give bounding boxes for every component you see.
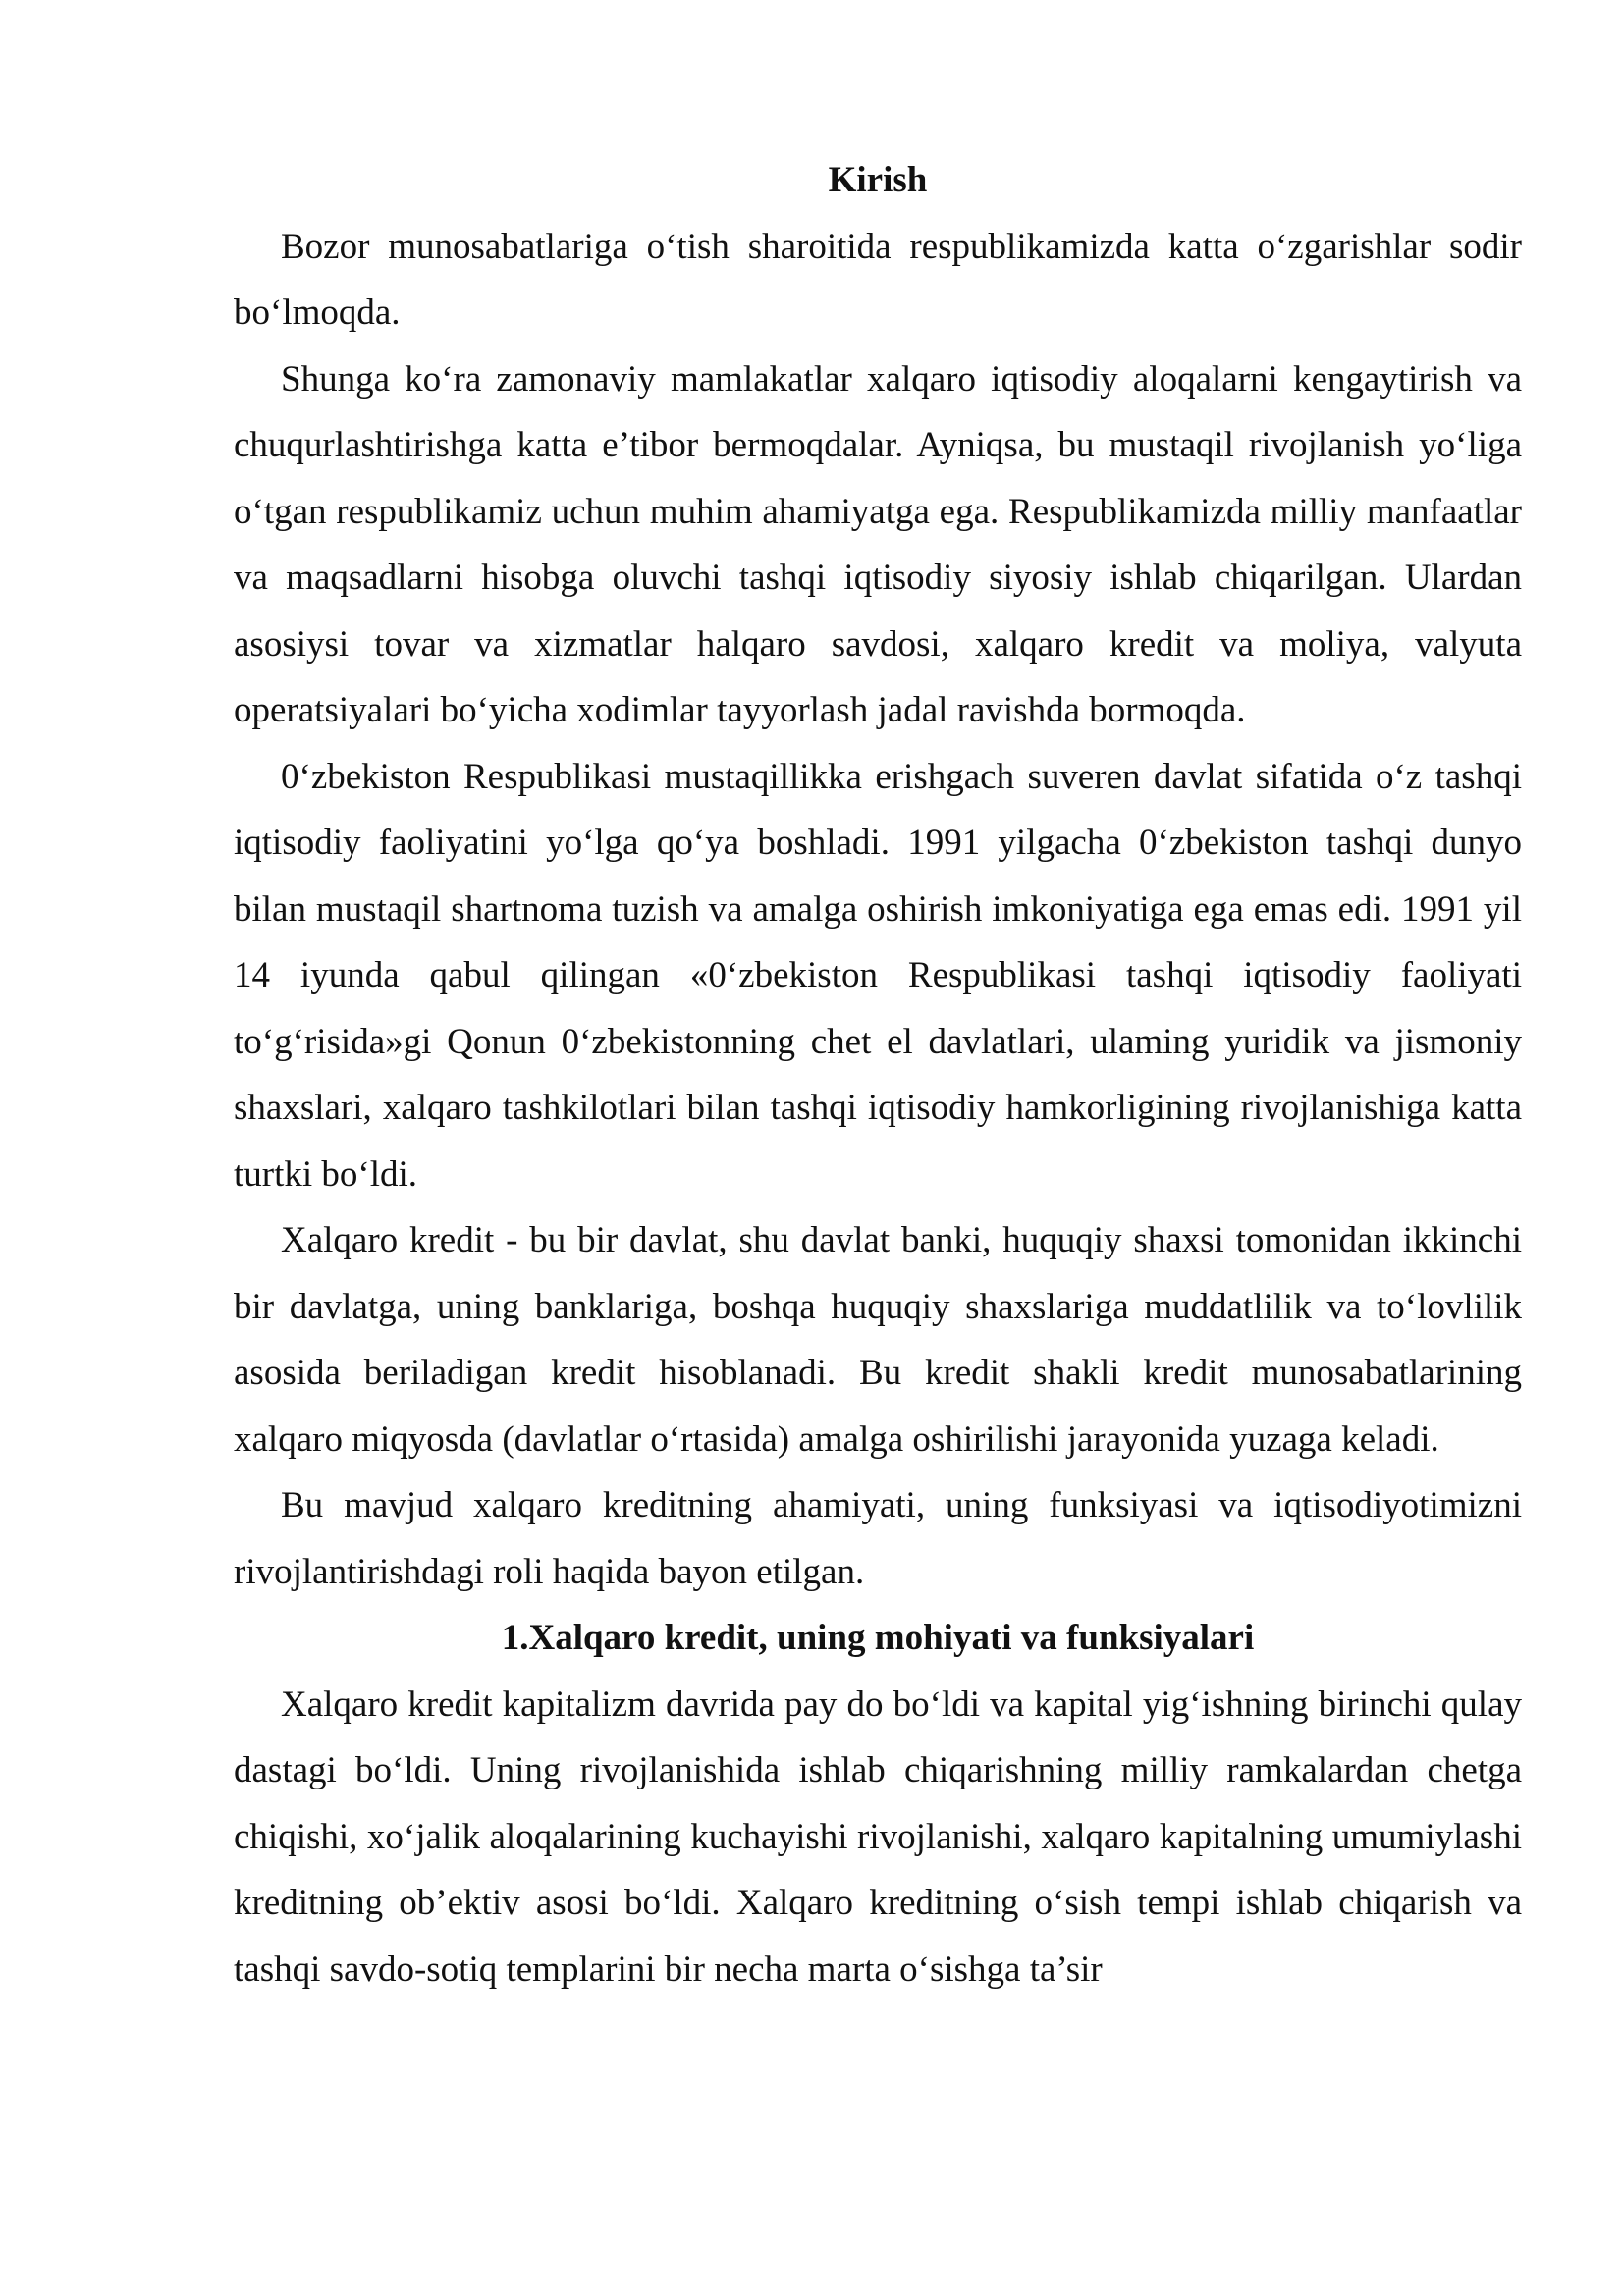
section-heading: 1.Xalqaro kredit, uning mohiyati va funksiyalari	[501, 1618, 1255, 1658]
intro-paragraph-1: Bozor munosabatlariga o‘tish sharoitida respublikamizda katta o‘zgarishlar sodir bo‘lmoqda.	[234, 226, 1522, 333]
intro-paragraph-3: 0‘zbekiston Respublikasi mustaqillikka erishgach suveren davlat sifatida o‘z tashqi iqtisodiy faoliyatini yo‘lga qo‘ya boshladi. 1991 yilgacha 0‘zbekiston tashqi dunyo bilan mustaqil shartnoma tuzish va amalga oshirish imkoniyatiga ega emas edi. 1991 yil 14 iyunda qabul qilingan «0‘zbekiston Respublikasi tashqi iqtisodiy faoliyati to‘g‘risida»gi Qonun 0‘zbekistonning chet el davlatlari, ulaming yuridik va jismoniy shaxslari, xalqaro tashkilotlari bilan tashqi iqtisodiy hamkorligining rivojlanishiga katta turtki bo‘ldi.	[234, 756, 1522, 1195]
document-page	[234, 147, 1522, 2002]
intro-paragraph-2: Shunga ko‘ra zamonaviy mamlakatlar xalqaro iqtisodiy aloqalarni kengaytirish va chuqurlashtirishga katta e’tibor bermoqdalar. Ayniqsa, bu mustaqil rivojlanish yo‘liga o‘tgan respublikamiz uchun muhim ahamiyatga ega. Respublikamizda milliy manfaatlar va maqsadlarni hisobga oluvchi tashqi iqtisodiy siyosiy ishlab chiqarilgan. Ulardan asosiysi tovar va xizmatlar halqaro savdosi, xalqaro kredit va moliya, valyuta operatsiyalari bo‘yicha xodimlar tayyorlash jadal ravishda bormoqda.	[234, 358, 1522, 730]
intro-paragraph-4: Xalqaro kredit - bu bir davlat, shu davlat banki, huquqiy shaxsi tomonidan ikkinchi bir davlatga, uning banklariga, boshqa huquqiy shaxslariga muddatlilik va to‘lovlilik asosida beriladigan kredit hisoblanadi. Bu kredit shakli kredit munosabatlarining xalqaro miqyosda (davlatlar o‘rtasida) amalga oshirilishi jarayonida yuzaga keladi.	[234, 1220, 1522, 1460]
section-paragraph-1: Xalqaro kredit kapitalizm davrida pay do bo‘ldi va kapital yig‘ishning birinchi qulay dastagi bo‘ldi. Uning rivojlanishida ishlab chiqarishning milliy ramkalardan chetga chiqishi, xo‘jalik aloqalarining kuchayishi rivojlanishi, xalqaro kapitalning umumiylashi kreditning ob’ektiv asosi bo‘ldi. Xalqaro kreditning o‘sish tempi ishlab chiqarish va tashqi savdo-sotiq templarini bir necha marta o‘sishga ta’sir	[234, 1683, 1522, 1990]
intro-paragraph-5: Bu mavjud xalqaro kreditning ahamiyati, uning funksiyasi va iqtisodiyotimizni rivojlantirishdagi roli haqida bayon etilgan.	[234, 1485, 1522, 1592]
page-title: Kirish	[828, 160, 928, 200]
